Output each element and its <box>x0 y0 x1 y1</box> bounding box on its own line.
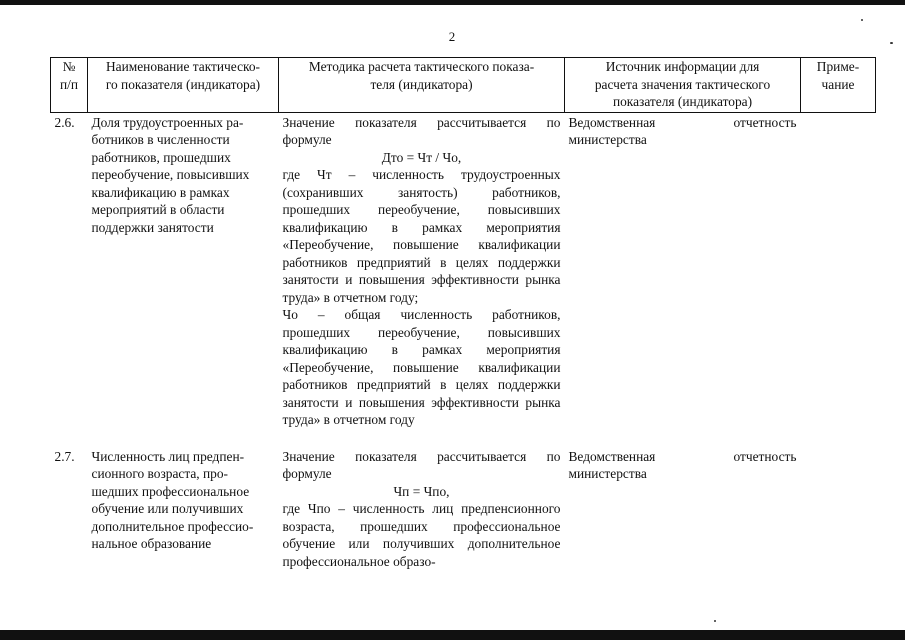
indicator-name-line: поддержки занятости <box>91 219 214 235</box>
note <box>801 447 876 571</box>
method-intro: Значение показателя рассчитывается по формуле <box>282 448 561 481</box>
row-number: 2.7. <box>54 448 75 464</box>
table-row <box>51 447 876 571</box>
header-text: расчета значения тактического <box>594 76 771 92</box>
table-row <box>51 112 876 429</box>
calculation-method <box>279 112 565 429</box>
header-text: Наименование тактическо- <box>105 59 260 74</box>
header-cell-number <box>51 58 88 113</box>
header-text: № <box>62 59 76 74</box>
information-source: Ведомственная отчетность министерства <box>568 114 797 147</box>
header-cell-name <box>88 58 279 113</box>
indicator-name-line: шедших профессиональное <box>91 483 250 499</box>
method-definition: где Чт – численность трудоустроенных (сохранивших занятость) работников, прошедших переобучение, повысивших квалификацию в рамках мероприятия «Переобучение, повышение квалификации работников предприятий в целях поддержки занятости и повышения эффективности рынка труда» в отчетном году; <box>282 167 561 305</box>
indicator-name-line: работников, прошедших <box>91 149 231 165</box>
header-cell-note <box>801 58 876 113</box>
header-text: п/п <box>59 76 79 92</box>
header-cell-method <box>279 58 565 113</box>
indicator-name-line: Численность лиц предпен- <box>91 448 245 464</box>
row-spacer <box>51 429 876 447</box>
indicator-name-line: переобучение, повысивших <box>91 167 250 182</box>
indicator-name-line: квалификацию в рамках <box>91 184 230 200</box>
header-cell-source <box>565 58 801 113</box>
header-text: показателя (индикатора) <box>612 94 753 109</box>
header-text: Источник информации для <box>605 59 760 74</box>
scan-speck <box>861 19 863 21</box>
indicator-name-line: обучение или получивших <box>91 501 244 516</box>
calculation-method <box>279 447 565 571</box>
method-intro: Значение показателя рассчитывается по формуле <box>282 114 561 147</box>
page-number: 2 <box>448 29 456 44</box>
row-number: 2.6. <box>54 114 75 130</box>
indicator-name-line: ботников в численности <box>91 132 230 147</box>
scan-speck <box>714 620 716 622</box>
indicator-name <box>88 112 279 429</box>
table-header <box>51 58 876 113</box>
indicator-name-line: Доля трудоустроенных ра- <box>91 114 244 130</box>
indicator-name-line: сионного возраста, про- <box>91 466 229 481</box>
formula: Чп = Чпо, <box>393 483 450 499</box>
indicators-table <box>50 57 876 570</box>
indicator-name-line: нальное образование <box>91 536 212 551</box>
indicator-name <box>88 447 279 571</box>
indicator-name-line: мероприятий в области <box>91 202 225 217</box>
information-source: Ведомственная отчетность министерства <box>568 448 797 481</box>
header-text: Приме- <box>816 59 860 74</box>
formula: Дто = Чт / Чо, <box>381 149 462 165</box>
header-text: го показателя (индикатора) <box>105 76 261 92</box>
header-text: чание <box>821 76 855 92</box>
scan-border-bottom <box>0 630 905 640</box>
scan-border-top <box>0 0 905 5</box>
method-definition: Чо – общая численность работников, прошедших переобучение, повысивших квалификацию в рамках мероприятия «Переобучение, повышение квалификации работников предприятий в целях поддержки занятости и повышения эффективности рынка труда» в отчетном году <box>282 307 561 427</box>
header-text: Методика расчета тактического показа- <box>308 59 535 74</box>
indicator-name-line: дополнительное профессио- <box>91 518 254 534</box>
header-text: теля (индикатора) <box>370 76 473 92</box>
scan-speck <box>890 42 893 44</box>
note <box>801 112 876 429</box>
method-definition: где Чпо – численность лиц предпенсионного возраста, прошедших профессиональное обучение или получивших дополнительное профессиональное образо- <box>282 501 561 569</box>
